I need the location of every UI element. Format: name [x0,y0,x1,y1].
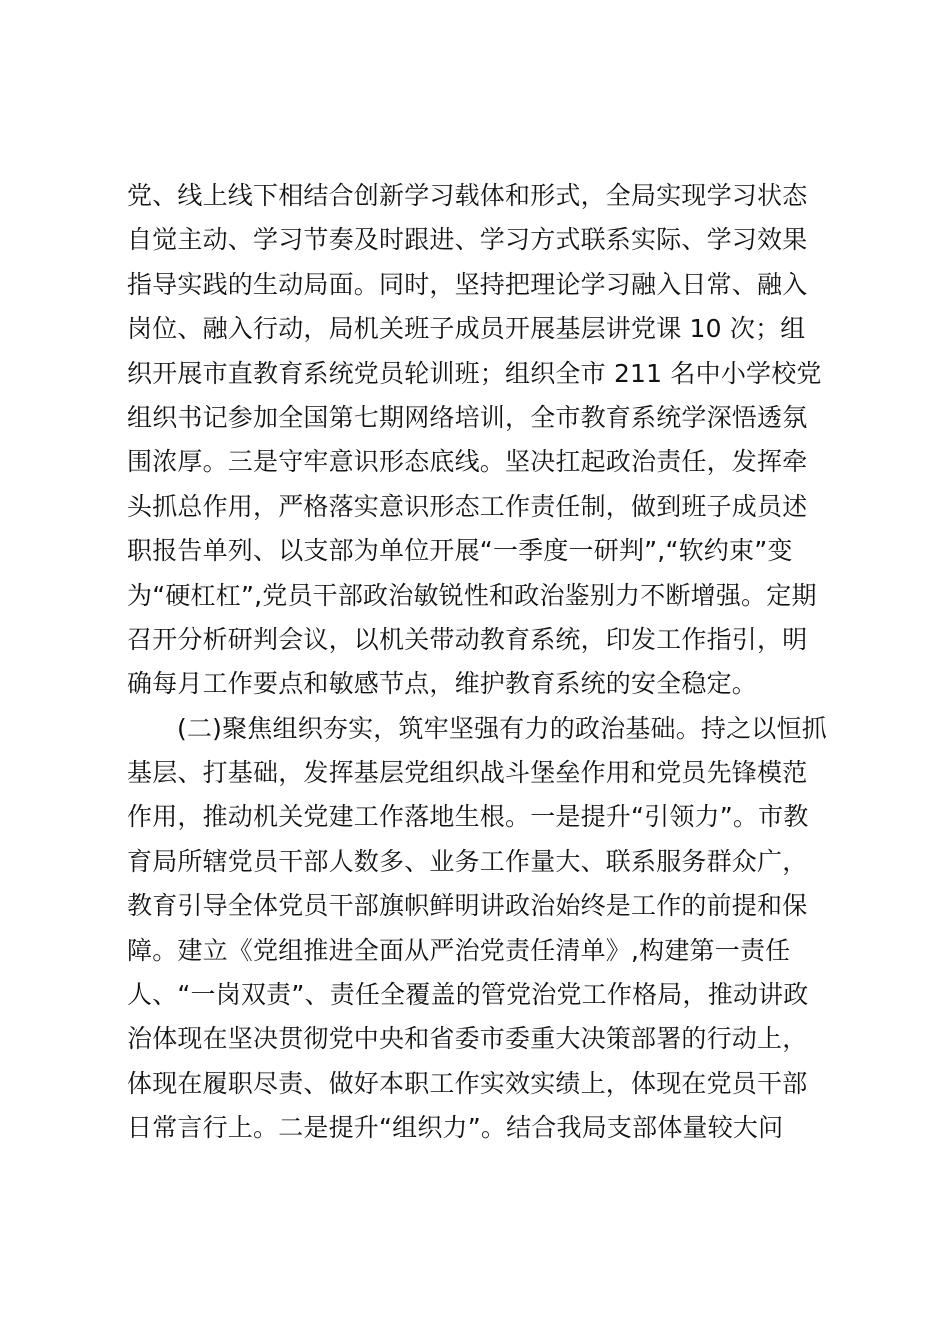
text-line: 人、“一岗双责”、责任全覆盖的管党治党工作格局，推动讲政 [127,980,809,1010]
text-line: 体现在履职尽责、做好本职工作实效实绩上，体现在党员干部 [127,1068,808,1098]
text-line: 确每月工作要点和敏感节点，维护教育系统的安全稳定。 [127,669,758,699]
text-line: 头抓总作用，严格落实意识形态工作责任制，做到班子成员述 [127,491,808,521]
text-line: 指导实践的生动局面。同时，坚持把理论学习融入日常、融入 [127,269,808,299]
text-line: 织开展市直教育系统党员轮训班；组织全市 211 名中小学校党 [127,358,822,388]
text-line: 围浓厚。三是守牢意识形态底线。坚决扛起政治责任，发挥牵 [127,447,808,477]
text-line: 职报告单列、以支部为单位开展“一季度一研判”,“软约束”变 [127,536,793,566]
body-text [127,174,827,1151]
text-line: 党、线上线下相结合创新学习载体和形式，全局实现学习状态 [127,181,808,210]
text-line: 作用，推动机关党建工作落地生根。一是提升“引领力”。市教 [127,802,809,832]
text-line: 为“硬杠杠”,党员干部政治敏锐性和政治鉴别力不断增强。定期 [127,580,817,610]
text-line: 组织书记参加全国第七期网络培训，全市教育系统学深悟透氛 [127,402,808,432]
text-line: 基层、打基础，发挥基层党组织战斗堡垒作用和党员先锋模范 [127,758,808,788]
text-line: 治体现在坚决贯彻党中央和省委市委重大决策部署的行动上， [127,1024,808,1054]
text-line: 召开分析研判会议，以机关带动教育系统，印发工作指引，明 [127,624,808,654]
text-line: 育局所辖党员干部人数多、业务工作量大、联系服务群众广， [127,846,808,876]
section-heading-line: (二)聚焦组织夯实，筑牢坚强有力的政治基础。持之以恒抓 [177,713,827,743]
text-line: 岗位、融入行动，局机关班子成员开展基层讲党课 10 次；组 [127,314,806,344]
text-line: 教育引导全体党员干部旗帜鲜明讲政治始终是工作的前提和保 [127,891,808,921]
text-line: 日常言行上。二是提升“组织力”。结合我局支部体量较大问 [127,1113,784,1143]
text-line: 自觉主动、学习节奏及时跟进、学习方式联系实际、学习效果 [127,225,808,255]
text-line: 障。建立《党组推进全面从严治党责任清单》,构建第一责任 [127,935,791,965]
